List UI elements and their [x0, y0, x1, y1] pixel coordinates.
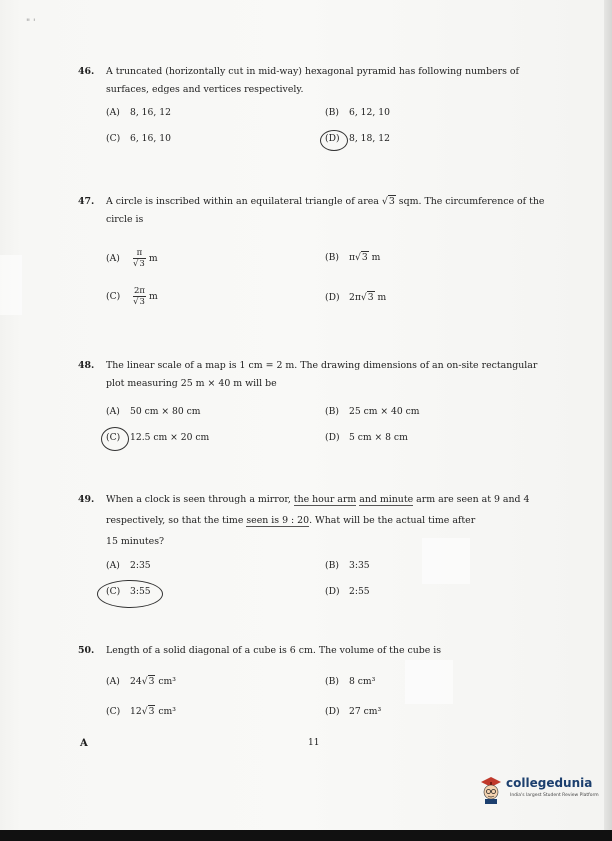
option-50-c[interactable]: (C) 12√3 cm³ [106, 706, 176, 717]
collegedunia-logo[interactable] [478, 774, 603, 808]
question-text: A truncated (horizontally cut in mid-way) hexagonal pyramid has following numbers of surfaces, edges and vertices respectively. [106, 66, 520, 95]
option-text: 27 cm³ [349, 706, 382, 717]
option-tag: (A) [106, 406, 120, 417]
option-text: 8, 16, 12 [130, 107, 171, 118]
option-text: 12.5 cm × 20 cm [130, 432, 210, 443]
option-text: 5 cm × 8 cm [349, 432, 408, 443]
question-text: Length of a solid diagonal of a cube is 6 cm. The volume of the cube is [106, 645, 442, 656]
option-47-b[interactable]: (B) π√3 m [325, 252, 381, 263]
option-tag: (A) [106, 107, 120, 118]
option-tag: (B) [325, 252, 339, 263]
question-number: 48. [78, 360, 95, 371]
question-48 [78, 357, 553, 393]
question-number: 46. [78, 66, 95, 77]
option-tag: (C) [106, 133, 121, 144]
option-text: 3:55 [130, 586, 151, 597]
option-text: 6, 12, 10 [349, 107, 390, 118]
question-text: A circle is inscribed within an equilateral triangle of area √3 sqm. The circumference of the circle is [106, 196, 545, 225]
pen-circle-mark [97, 580, 163, 608]
series-label: A [80, 738, 88, 749]
option-text: 8, 18, 12 [349, 133, 390, 144]
page-number: 11 [308, 738, 320, 748]
question-text: When a clock is seen through a mirror, the hour arm and minute arm are seen at 9 and 4 respectively, so that the time seen is 9 : 20. What will be the actual time after 15 minutes? [106, 494, 530, 547]
pen-circle-mark [320, 130, 348, 151]
option-tag: (C) [106, 706, 121, 717]
logo-wordmark: collegedunia [506, 776, 593, 790]
option-text: 25 cm × 40 cm [349, 406, 420, 417]
option-tag: (A) [106, 253, 120, 264]
option-unit: m [149, 291, 158, 302]
option-text: 8 cm³ [349, 676, 376, 687]
fraction: $\frac{2\pi}{√3}$ [133, 286, 145, 307]
scan-bottom-edge [0, 830, 612, 841]
option-tag: (D) [325, 133, 340, 144]
question-number: 49. [78, 494, 95, 505]
option-tag: (B) [325, 406, 339, 417]
option-46-c[interactable] [106, 133, 171, 144]
option-46-b[interactable] [325, 107, 390, 118]
option-text: 6, 16, 10 [130, 133, 171, 144]
option-50-a[interactable]: (A) 24√3 cm³ [106, 676, 176, 687]
option-46-a[interactable] [106, 107, 171, 118]
option-47-a[interactable] [106, 248, 158, 269]
option-tag: (B) [325, 676, 339, 687]
logo-tagline: India's largest Student Review Platform [510, 793, 599, 798]
option-unit: m [148, 253, 158, 264]
option-tag: (A) [106, 560, 120, 571]
option-48-b[interactable] [325, 406, 419, 417]
question-number: 50. [78, 645, 95, 656]
question-49 [78, 489, 553, 552]
option-50-b[interactable] [325, 676, 375, 687]
scan-smudge [0, 255, 22, 315]
option-47-d[interactable]: (D) 2π√3 m [325, 292, 387, 303]
option-tag: (B) [325, 560, 339, 571]
fraction: $\frac{\pi}{√3}$ [133, 248, 145, 269]
option-49-d[interactable] [325, 586, 370, 597]
option-49-b[interactable] [325, 560, 370, 571]
option-tag: (A) [106, 676, 120, 687]
scan-smudge [405, 660, 453, 704]
option-tag: (D) [325, 586, 340, 597]
option-48-d[interactable] [325, 432, 408, 443]
question-text: The linear scale of a map is 1 cm = 2 m. The drawing dimensions of an on-site rectangular plot measuring 25 m × 40 m will be [106, 360, 538, 389]
option-tag: (D) [325, 292, 340, 303]
option-tag: (D) [325, 706, 340, 717]
graduate-mascot-icon [478, 774, 504, 804]
option-text: 50 cm × 80 cm [130, 406, 201, 417]
option-tag: (D) [325, 432, 340, 443]
question-50 [78, 642, 553, 660]
option-text: 2:35 [130, 560, 151, 571]
option-47-c[interactable] [106, 286, 158, 307]
question-number: 47. [78, 196, 95, 207]
option-tag: (B) [325, 107, 339, 118]
pen-circle-mark [101, 427, 129, 451]
option-50-d[interactable] [325, 706, 381, 717]
option-49-a[interactable] [106, 560, 151, 571]
option-tag: (C) [106, 291, 121, 302]
corner-marks: " ' [26, 18, 36, 28]
option-text: 3:35 [349, 560, 370, 571]
option-tag: (C) [106, 432, 121, 443]
question-46 [78, 63, 553, 99]
question-47 [78, 193, 553, 229]
option-tag: (C) [106, 586, 121, 597]
page-edge-shadow [604, 0, 612, 830]
option-48-a[interactable] [106, 406, 200, 417]
option-text: 2:55 [349, 586, 370, 597]
